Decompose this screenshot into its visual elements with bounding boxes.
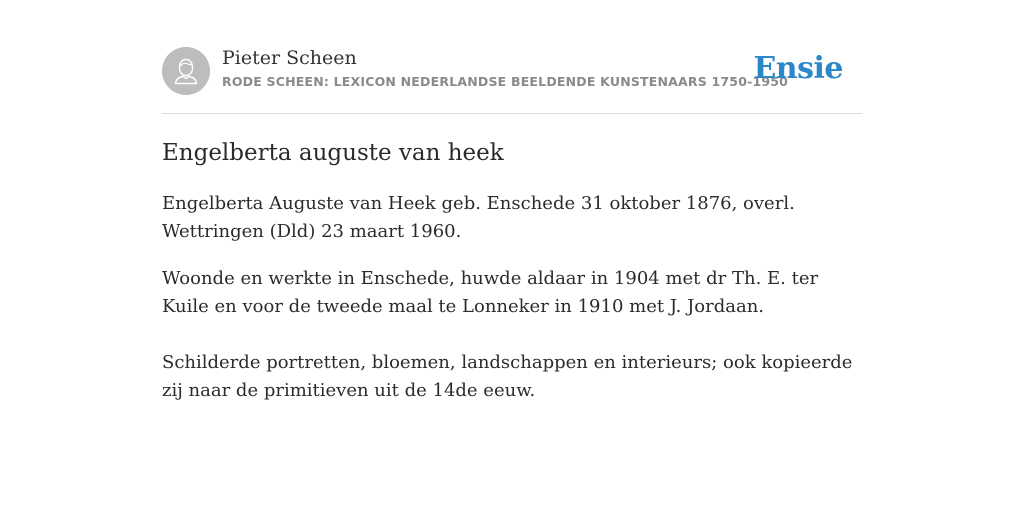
article-header: [162, 46, 862, 114]
author-name[interactable]: Pieter Scheen: [222, 47, 357, 69]
article-title: Engelberta auguste van heek: [162, 140, 504, 166]
user-avatar-icon[interactable]: [162, 47, 210, 95]
article-card: [162, 46, 862, 405]
ensie-logo[interactable]: Ensie: [753, 51, 843, 86]
author-block: [222, 46, 788, 89]
source-title[interactable]: RODE SCHEEN: LEXICON NEDERLANDSE BEELDENDE KUNSTENAARS 1750-1950: [222, 74, 789, 89]
article-paragraph-3: Schilderde portretten, bloemen, landschappen en interieurs; ook kopieerde zij naar de primitieven uit de 14de eeuw.: [162, 352, 853, 401]
article-paragraph-1: Engelberta Auguste van Heek geb. Enschede 31 oktober 1876, overl. Wettringen (Dld) 23 maart 1960.: [162, 193, 795, 242]
article-paragraph-2: Woonde en werkte in Enschede, huwde aldaar in 1904 met dr Th. E. ter Kuile en voor de tweede maal te Lonneker in 1910 met J. Jordaan.: [162, 268, 819, 317]
